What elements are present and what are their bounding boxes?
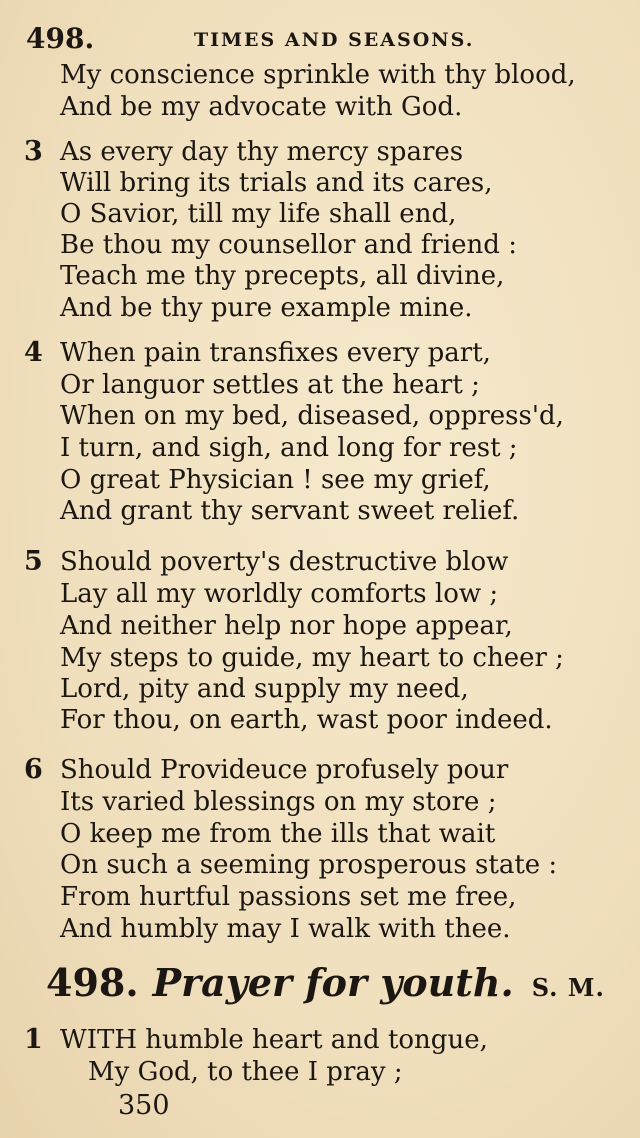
verse-line: Its varied blessings on my store ; — [60, 787, 497, 817]
verse-line: O great Physician ! see my grief, — [60, 465, 491, 495]
verse-line: My God, to thee I pray ; — [88, 1057, 403, 1087]
verse-line: My steps to guide, my heart to cheer ; — [60, 643, 564, 673]
verse-line: Should Provideuce profusely pour — [60, 755, 509, 785]
verse-line: Will bring its trials and its cares, — [60, 168, 493, 198]
hymn-number: 498. — [46, 960, 139, 1005]
verse-line: For thou, on earth, wast poor indeed. — [60, 705, 553, 735]
verse-line: And neither help nor hope appear, — [60, 611, 513, 641]
verse-line: WITH humble heart and tongue, — [60, 1025, 488, 1055]
stanza-number: 5 — [24, 546, 43, 577]
verse-line: From hurtful passions set me free, — [60, 882, 517, 912]
verse-line: Lay all my worldly comforts low ; — [60, 579, 499, 609]
stanza-number: 6 — [24, 754, 43, 785]
stanza-number: 1 — [24, 1024, 43, 1055]
stanza-number: 3 — [24, 136, 43, 167]
verse-line: When pain transfixes every part, — [60, 338, 491, 368]
verse-line: And humbly may I walk with thee. — [60, 914, 511, 944]
hymn-meter: S. M. — [531, 973, 605, 1002]
hymn-heading — [46, 960, 616, 1012]
verse-line: Lord, pity and supply my need, — [60, 674, 469, 704]
verse-line: O Savior, till my life shall end, — [60, 199, 457, 229]
verse-line: As every day thy mercy spares — [60, 137, 464, 167]
verse-line: Or languor settles at the heart ; — [60, 370, 480, 400]
verse-line: Should poverty's destructive blow — [60, 547, 509, 577]
verse-line: My conscience sprinkle with thy blood, — [60, 60, 576, 90]
running-title: TIMES AND SEASONS. — [194, 29, 475, 51]
verse-line: And be thy pure example mine. — [60, 293, 473, 323]
verse-line: Teach me thy precepts, all divine, — [60, 261, 505, 291]
page-header — [26, 22, 610, 58]
stanza-number: 4 — [24, 337, 43, 368]
verse-line: When on my bed, diseased, oppress'd, — [60, 401, 564, 431]
page-number: 498. — [26, 22, 95, 55]
verse-line: Be thou my counsellor and friend : — [60, 230, 517, 260]
verse-line: And grant thy servant sweet relief. — [60, 496, 520, 526]
verse-line: O keep me from the ills that wait — [60, 819, 496, 849]
verse-line: I turn, and sigh, and long for rest ; — [60, 433, 518, 463]
hymn-title: Prayer for youth. — [152, 960, 514, 1005]
verse-line: On such a seeming prosperous state : — [60, 850, 558, 880]
folio-number: 350 — [118, 1090, 170, 1121]
verse-line: And be my advocate with God. — [60, 92, 463, 122]
